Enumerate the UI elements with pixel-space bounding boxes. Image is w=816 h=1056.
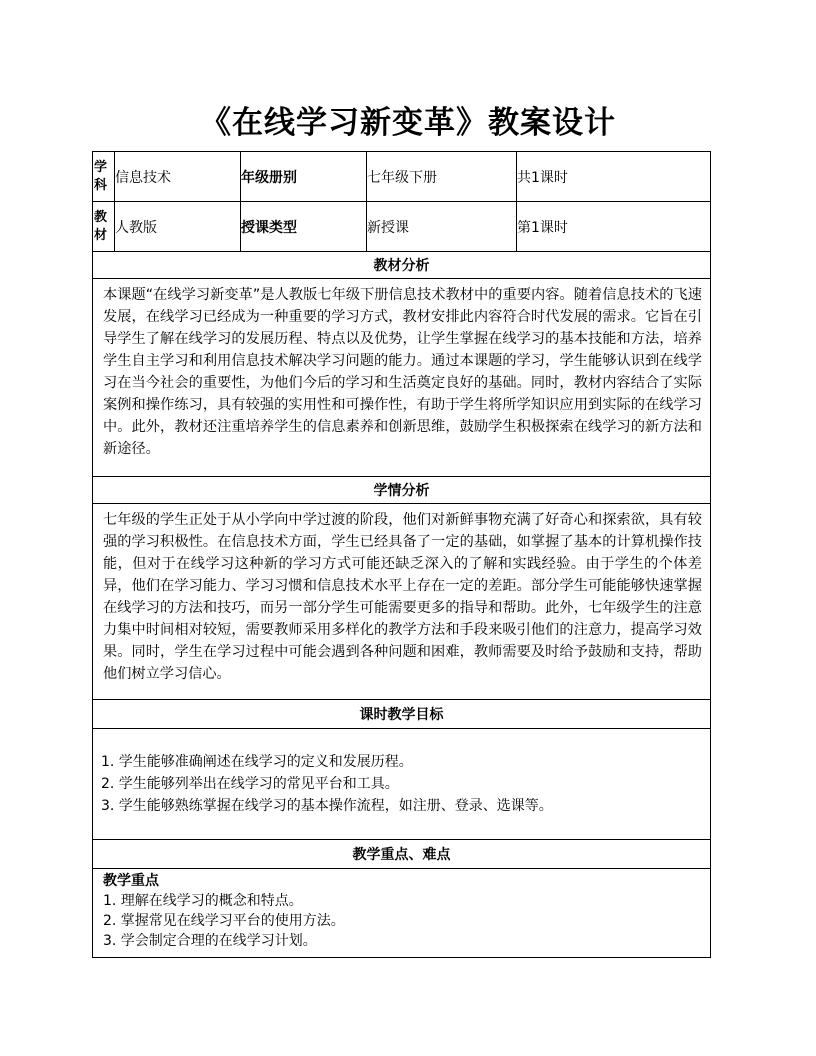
subject-value: 信息技术 — [115, 152, 241, 202]
keypoints-heading: 教学重点、难点 — [93, 840, 711, 869]
textbook-label-bottom: 材 — [94, 227, 108, 243]
students-body-row — [93, 504, 711, 700]
textbook-label — [93, 202, 115, 252]
keypoint-item: 2. 掌握常见在线学习平台的使用方法。 — [103, 913, 345, 929]
keypoint-item: 3. 学会制定合理的在线学习计划。 — [103, 933, 317, 949]
keypoints-body-row — [93, 869, 711, 958]
goals-list — [93, 751, 710, 817]
goals-heading-row — [93, 700, 711, 729]
goals-heading: 课时教学目标 — [93, 700, 711, 729]
total-lessons: 共1课时 — [517, 152, 711, 202]
grade-label: 年级册别 — [241, 152, 367, 202]
student-analysis-text: 七年级的学生正处于从小学向中学过渡的阶段，他们对新鲜事物充满了好奇心和探索欲，具有较强的学习积极性。在信息技术方面，学生已经具备了一定的基础，如掌握了基本的计算机操作技能，但对于在线学习这种新的学习方式可能还缺乏深入的了解和实践经验。由于学生的个体差异，他们在学习能力、学习习惯和信息技术水平上存在一定的差距。部分学生可能能够快速掌握在线学习的方法和技巧，而另一部分学生可能需要更多的指导和帮助。此外，七年级学生的注意力集中时间相对较短，需要教师采用多样化的教学方法和手段来吸引他们的注意力，提高学习效果。同时，学生在学习过程中可能会遇到各种问题和困难，教师需要及时给予鼓励和支持，帮助他们树立学习信心。 — [93, 504, 711, 700]
lesson-plan-table — [92, 151, 711, 958]
keypoints-cell — [93, 869, 711, 958]
material-heading: 教材分析 — [93, 252, 711, 279]
goal-item: 3. 学生能够熟练掌握在线学习的基本操作流程，如注册、登录、选课等。 — [101, 798, 553, 814]
lesson-number: 第1课时 — [517, 202, 711, 252]
material-heading-row — [93, 252, 711, 279]
subject-label-top: 学 — [94, 159, 108, 175]
students-heading-row — [93, 477, 711, 504]
students-heading: 学情分析 — [93, 477, 711, 504]
goals-body-row — [93, 729, 711, 840]
lesson-type-label: 授课类型 — [241, 202, 367, 252]
info-row-subject — [93, 152, 711, 202]
keypoints-subheading: 教学重点 — [103, 873, 159, 889]
grade-value: 七年级下册 — [367, 152, 517, 202]
keypoints-heading-row — [93, 840, 711, 869]
keypoint-item: 1. 理解在线学习的概念和特点。 — [103, 893, 303, 909]
textbook-label-top: 教 — [94, 209, 108, 225]
subject-label-bottom: 科 — [94, 177, 108, 193]
info-row-textbook — [93, 202, 711, 252]
material-body-row — [93, 279, 711, 477]
material-analysis-text: 本课题“在线学习新变革”是人教版七年级下册信息技术教材中的重要内容。随着信息技术的飞速发展，在线学习已经成为一种重要的学习方式，教材安排此内容符合时代发展的需求。它旨在引导学生了解在线学习的发展历程、特点以及优势，让学生掌握在线学习的基本技能和方法，培养学生自主学习和利用信息技术解决学习问题的能力。通过本课题的学习，学生能够认识到在线学习在当今社会的重要性，为他们今后的学习和生活奠定良好的基础。同时，教材内容结合了实际案例和操作练习，具有较强的实用性和可操作性，有助于学生将所学知识应用到实际的在线学习中。此外，教材还注重培养学生的信息素养和创新思维，鼓励学生积极探索在线学习的新方法和新途径。 — [93, 279, 711, 477]
page-title: 《在线学习新变革》教案设计 — [200, 105, 616, 141]
goal-item: 2. 学生能够列举出在线学习的常见平台和工具。 — [101, 776, 399, 792]
lesson-type-value: 新授课 — [367, 202, 517, 252]
goal-item: 1. 学生能够准确阐述在线学习的定义和发展历程。 — [101, 754, 413, 770]
goals-cell — [93, 729, 711, 840]
textbook-value: 人教版 — [115, 202, 241, 252]
subject-label — [93, 152, 115, 202]
